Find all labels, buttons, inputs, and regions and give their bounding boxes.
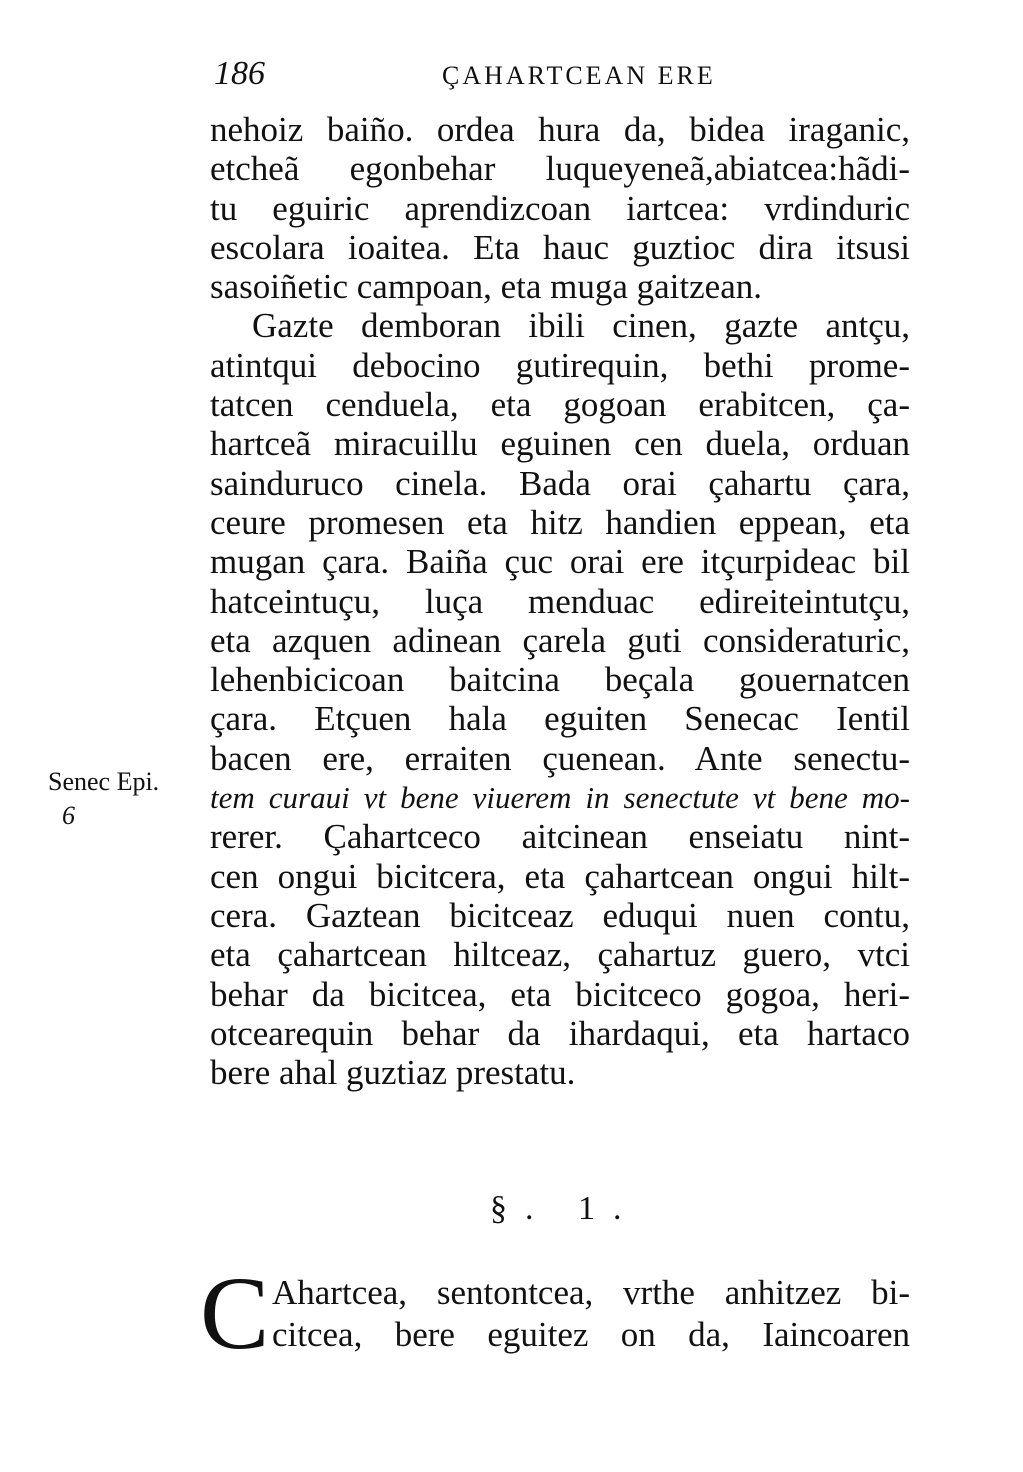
text-line: etcheã egonbehar luqueyeneã,abiatcea:hãdi- [210, 149, 910, 189]
text-line: escolara ioaitea. Eta hauc guztioc dira itsusi [210, 227, 910, 267]
text-line: hatceintuçu, luça menduac edireiteintutçu, [210, 581, 910, 621]
section-opening-text [272, 1272, 910, 1356]
text-line: eta azquen adinean çarela guti consideraturic, [210, 620, 910, 660]
page-number: 186 [214, 55, 265, 92]
page-header [210, 55, 910, 99]
text-line: cen ongui bicitcera, eta çahartcean ongui hilt- [210, 856, 910, 896]
text-line: sainduruco cinela. Bada orai çahartu çara, [210, 463, 910, 503]
text-line: eta çahartcean hiltceaz, çahartuz guero, vtci [210, 935, 910, 975]
text-line: behar da bicitcea, eta bicitceco gogoa, heri- [210, 974, 910, 1014]
section-mark: §. 1. [490, 1190, 640, 1227]
text-line: ceure promesen eta hitz handien eppean, eta [210, 502, 910, 542]
section-opening [200, 1256, 910, 1371]
text-line: Gazte demboran ibili cinen, gazte antçu, [252, 306, 910, 346]
text-line: nehoiz baiño. ordea hura da, bidea iraganic, [210, 110, 910, 149]
text-line: hartceã miracuillu eguinen cen duela, orduan [210, 424, 910, 464]
text-line: Ahartcea, sentontcea, vrthe anhitzez bi- [272, 1273, 910, 1312]
drop-cap: C [200, 1256, 270, 1371]
text-line: atintqui debocino gutirequin, bethi prome- [210, 345, 910, 385]
text-line: lehenbicicoan baitcina beçala gouernatcen [210, 660, 910, 700]
text-line: cera. Gaztean bicitceaz eduqui nuen contu, [210, 895, 910, 935]
text-line: tu eguiric aprendizcoan iartcea: vrdinduric [210, 188, 910, 228]
body-text [210, 110, 910, 1092]
text-line: otcearequin behar da ihardaqui, eta hartaco [210, 1013, 910, 1053]
margin-note-number: 6 [62, 801, 75, 830]
text-line: çara. Etçuen hala eguiten Senecac Ientil [210, 699, 910, 739]
text-line-latin: tem curaui vt bene viuerem in senectute vt bene mo- [210, 780, 910, 816]
text-line: mugan çara. Baiña çuc orai ere itçurpideac bil [210, 542, 910, 582]
running-head: ÇAHARTCEAN ERE [442, 61, 716, 90]
text-line: citcea, bere eguitez on da, Iaincoaren [272, 1315, 910, 1354]
text-line: rerer. Çahartceco aitcinean enseiatu nint- [210, 817, 910, 857]
margin-note [48, 765, 208, 833]
text-line: sasoiñetic campoan, eta muga gaitzean. [210, 267, 762, 307]
text-line: bere ahal guztiaz prestatu. [210, 1053, 576, 1093]
text-line: bacen ere, erraiten çuenean. Ante senectu- [210, 738, 910, 778]
margin-note-ref: Senec Epi. [48, 767, 160, 796]
text-line: tatcen cenduela, eta gogoan erabitcen, ça- [210, 385, 910, 425]
